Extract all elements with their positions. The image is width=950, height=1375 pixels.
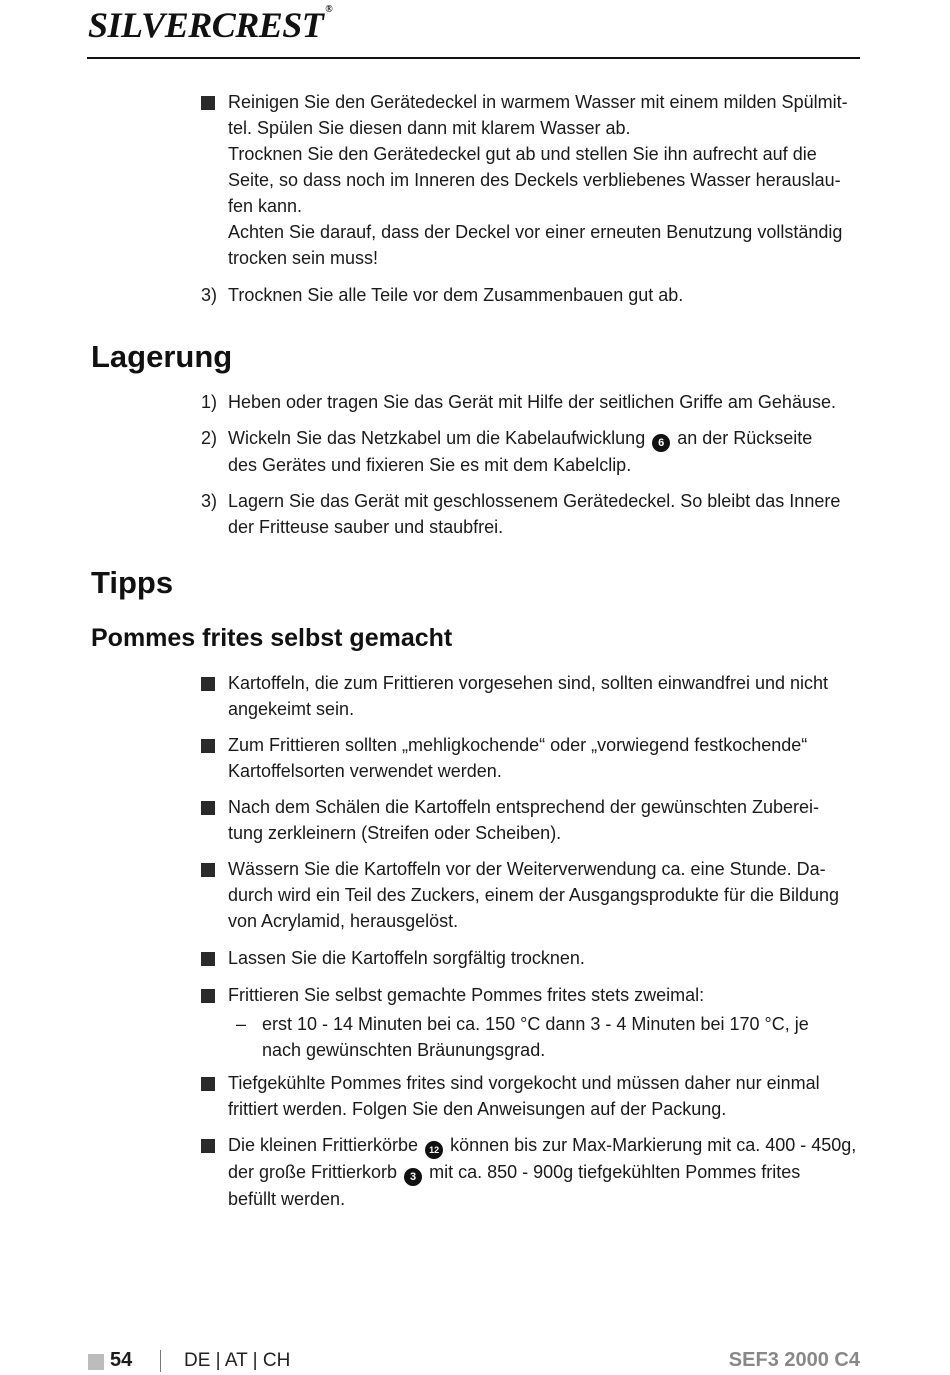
item-line: durch wird ein Teil des Zuckers, einem der Ausgangsprodukte für die Bildung (228, 885, 840, 905)
bullet-square-icon (201, 863, 215, 877)
bullet-square-icon (201, 96, 215, 110)
item-line: Wässern Sie die Kartoffeln vor der Weiterverwendung ca. eine Stunde. Da- (228, 859, 826, 879)
item-line: befüllt werden. (228, 1189, 346, 1209)
subsection-title: Pommes frites selbst gemacht (91, 624, 453, 652)
list-item (0, 945, 950, 971)
step-text: Heben oder tragen Sie das Gerät mit Hilfe der seitlichen Griffe am Gehäuse. (228, 392, 836, 412)
footer-square-icon (88, 1354, 104, 1370)
page-number: 54 (110, 1349, 133, 1371)
list-item (0, 282, 950, 308)
step-number: 2) (201, 428, 218, 448)
section-title-tipps: Tipps (91, 565, 174, 600)
reference-number-badge: 3 (404, 1168, 422, 1186)
item-line: frittiert werden. Folgen Sie den Anweisungen auf der Packung. (228, 1099, 727, 1119)
step-number: 3) (201, 285, 218, 305)
list-item (0, 732, 950, 784)
step-text: des Gerätes und fixieren Sie es mit dem Kabelclip. (228, 455, 632, 475)
item-line: angekeimt sein. (228, 699, 355, 719)
tipps-item-1 (0, 670, 950, 722)
list-item (0, 670, 950, 722)
list-item (0, 389, 950, 415)
item-line: Die kleinen Frittierkörbe 12 können bis zur Max-Markierung mit ca. 400 - 450g, (228, 1132, 864, 1159)
lagerung-step-3 (0, 488, 950, 540)
header-rule (87, 57, 860, 59)
item-line: der große Frittierkorb 3 mit ca. 850 - 900g tiefgekühlten Pommes frites (228, 1159, 864, 1186)
bullet-square-icon (201, 1139, 215, 1153)
tipps-item-4 (0, 856, 950, 934)
sub-item-line: nach gewünschten Bräunungsgrad. (262, 1040, 546, 1060)
tipps-item-8 (0, 1132, 950, 1212)
reference-number-badge: 12 (425, 1141, 443, 1159)
reference-number-badge: 6 (652, 434, 670, 452)
item-line: Lassen Sie die Kartoffeln sorgfältig trocknen. (228, 948, 585, 968)
bullet-square-icon (201, 739, 215, 753)
bullet-square-icon (201, 1077, 215, 1091)
list-item (0, 1132, 950, 1212)
list-item (0, 488, 950, 540)
step-text: Trocknen Sie alle Teile vor dem Zusammenbauen gut ab. (228, 285, 684, 305)
step-text: Lagern Sie das Gerät mit geschlossenem Gerätedeckel. So bleibt das Innere (228, 491, 841, 511)
item-line: tung zerkleinern (Streifen oder Scheiben). (228, 823, 562, 843)
bullet-square-icon (201, 801, 215, 815)
footer-divider (160, 1350, 161, 1372)
item-line: Tiefgekühlte Pommes frites sind vorgekocht und müssen daher nur einmal (228, 1073, 820, 1093)
item-line: Zum Frittieren sollten „mehligkochende“ oder „vorwiegend festkochende“ (228, 735, 808, 755)
bullet-line: trocken sein muss! (228, 248, 379, 268)
lagerung-step-1 (0, 389, 950, 415)
item-line: Kartoffelsorten verwendet werden. (228, 761, 502, 781)
step-3-top (0, 282, 950, 308)
country-codes: DE | AT | CH (184, 1350, 291, 1371)
bullet-square-icon (201, 952, 215, 966)
item-line: Frittieren Sie selbst gemachte Pommes frites stets zweimal: (228, 985, 705, 1005)
bullet-square-icon (201, 677, 215, 691)
bullet-line: tel. Spülen Sie diesen dann mit klarem Wasser ab. (228, 118, 631, 138)
model-number: SEF3 2000 C4 (728, 1349, 860, 1371)
page-footer (88, 1349, 860, 1375)
sub-list-item (0, 1011, 950, 1063)
sub-item-line: erst 10 - 14 Minuten bei ca. 150 °C dann 3 - 4 Minuten bei 170 °C, je (262, 1014, 809, 1034)
bullet-line: Achten Sie darauf, dass der Deckel vor einer erneuten Benutzung vollständig (228, 222, 843, 242)
step-text: der Fritteuse sauber und staubfrei. (228, 517, 504, 537)
list-item (0, 89, 950, 271)
cleaning-bullet (0, 89, 950, 271)
bullet-square-icon (201, 989, 215, 1003)
lagerung-step-2 (0, 425, 950, 478)
item-line: von Acrylamid, herausgelöst. (228, 911, 459, 931)
bullet-line: Reinigen Sie den Gerätedeckel in warmem Wasser mit einem milden Spülmit- (228, 92, 848, 112)
list-item (0, 1070, 950, 1122)
bullet-line: Seite, so dass noch im Inneren des Deckels verbliebenes Wasser herauslau- (228, 170, 841, 190)
list-item (0, 856, 950, 934)
list-item (0, 425, 950, 478)
list-item (0, 982, 950, 1008)
item-line: Kartoffeln, die zum Frittieren vorgesehen sind, sollten einwandfrei und nicht (228, 673, 829, 693)
dash-marker: – (236, 1014, 247, 1034)
step-number: 3) (201, 491, 218, 511)
bullet-line: Trocknen Sie den Gerätedeckel gut ab und stellen Sie ihn aufrecht auf die (228, 144, 817, 164)
step-number: 1) (201, 392, 218, 412)
section-title-lagerung: Lagerung (91, 339, 233, 374)
list-item (0, 794, 950, 846)
step-text: Wickeln Sie das Netzkabel um die Kabelaufwicklung 6 an der Rückseite (228, 425, 864, 452)
item-line: Nach dem Schälen die Kartoffeln entsprechend der gewünschten Zuberei- (228, 797, 820, 817)
tipps-item-6 (0, 982, 950, 1063)
brand-logo: SILVERCREST ® (88, 4, 333, 45)
tipps-item-3 (0, 794, 950, 846)
tipps-item-2 (0, 732, 950, 784)
tipps-item-7 (0, 1070, 950, 1122)
bullet-line: fen kann. (228, 196, 303, 216)
tipps-item-5 (0, 945, 950, 971)
